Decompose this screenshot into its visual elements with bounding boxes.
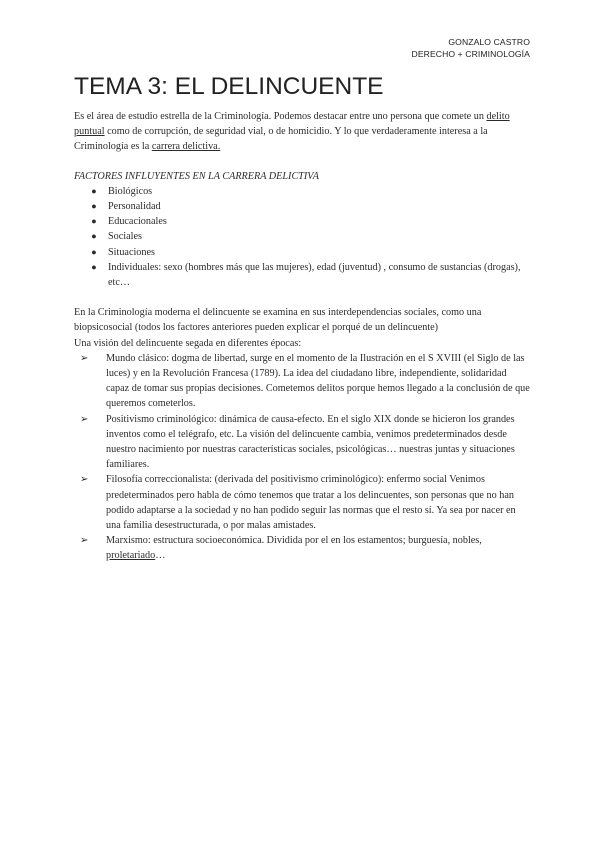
intro-paragraph — [74, 109, 530, 155]
intro-underline-delito-puntual: delito puntual — [74, 111, 510, 138]
document-body — [74, 109, 530, 564]
bullet-icon: ● — [91, 201, 97, 212]
list-item: ● Individuales: sexo (hombres más que las mujeres), edad (juventud) , consumo de sustancias (drogas), etc… — [89, 260, 530, 290]
list-item: ● Situaciones — [89, 245, 530, 260]
list-item: ● Sociales — [89, 229, 530, 244]
modern-criminology-section — [74, 305, 530, 563]
marxism-text: Marxismo: estructura socioeconómica. Dividida por el en los estamentos; burguesía, nobles, — [106, 535, 482, 547]
document-header — [412, 36, 530, 60]
list-item — [80, 533, 530, 563]
list-item: ➢ Filosofía correccionalista: (derivada del positivismo criminológico): enfermo social Venimos predeterminados pero habla de cómo tenemos que tratar a los delincuentes, son personas que no han podido adaptarse a la sociedad y no han podido seguir las normas que el resto sí. Ya sea por nacer en una familia desestructurada, o por malas amistades. — [80, 474, 516, 532]
intro-underline-carrera-delictiva: carrera delictiva. — [151, 141, 221, 153]
epochs-intro: Una visión del delincuente segada en diferentes épocas: — [74, 337, 302, 349]
header-subject: DERECHO + CRIMINOLOGÍA — [411, 49, 530, 59]
arrow-bullet-icon: ➢ — [80, 474, 89, 486]
intro-text-2: como de corrupción, de seguridad vial, o de homicidio. Y lo que verdaderamente interesa a la Criminología es la — [74, 126, 488, 153]
factors-heading: FACTORES INFLUYENTES EN LA CARRERA DELICTIVA — [74, 170, 319, 182]
bullet-icon: ● — [91, 231, 97, 242]
list-item: ➢ Mundo clásico: dogma de libertad, surge en el momento de la Ilustración en el S XVIII (el Siglo de las luces) y en la Revolución Francesa (1789). La idea del ciudadano libre, independiente, solidaridad capaz de tomar sus propias decisiones. Cometemos delitos porque hemos llegado a la conclusión de que queremos cometerlos. — [80, 352, 530, 410]
marxism-ellipsis: … — [155, 550, 166, 562]
arrow-bullet-icon: ➢ — [80, 413, 89, 425]
list-item: ● Biológicos — [89, 184, 530, 199]
list-item: ● Educacionales — [89, 214, 530, 229]
bullet-icon: ● — [91, 216, 97, 227]
bullet-icon: ● — [91, 185, 97, 196]
factors-list — [74, 184, 530, 290]
marxism-underline-proletariado: proletariado — [106, 550, 156, 562]
modern-paragraph: En la Criminología moderna el delincuente se examina en sus interdependencias sociales, como una biopsicosocial (todos los factores anteriores pueden explicar el porqué de un delincuente) — [74, 307, 482, 334]
header-author: GONZALO CASTRO — [448, 37, 530, 47]
arrow-bullet-icon: ➢ — [80, 352, 89, 364]
list-item: ● Personalidad — [89, 199, 530, 214]
bullet-icon: ● — [91, 246, 97, 257]
intro-text-1: Es el área de estudio estrella de la Criminología. Podemos destacar entre uno persona que comete un — [74, 111, 487, 122]
bullet-icon: ● — [91, 261, 97, 272]
arrow-bullet-icon: ➢ — [80, 535, 89, 547]
list-item: ➢ Positivismo criminológico: dinámica de causa-efecto. En el siglo XIX donde se hicieron los grandes inventos como el telégrafo, etc. La visión del delincuente cambia, venimos predeterminados desde nuestro nacimiento por nuestras características sociales, psicológicas… nuestras juntas y situaciones familiares. — [80, 413, 515, 471]
page-title: TEMA 3: EL DELINCUENTE — [74, 73, 384, 100]
epochs-list — [74, 351, 530, 564]
